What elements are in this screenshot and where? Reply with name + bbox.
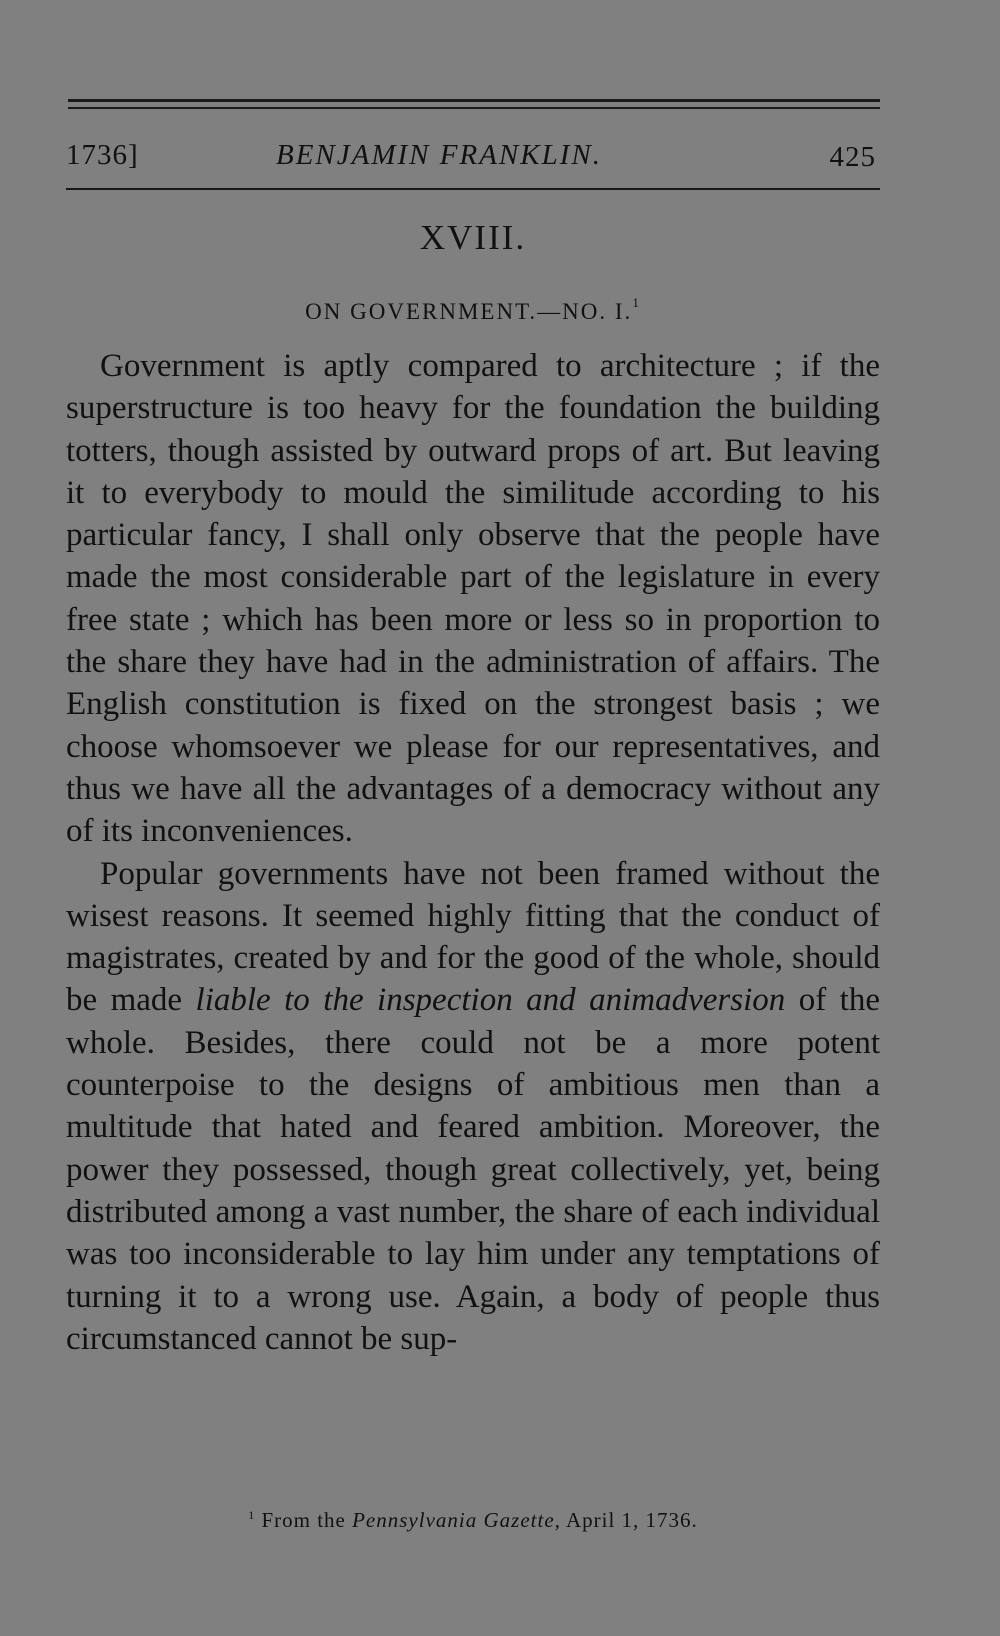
header-title: BENJAMIN FRANKLIN. (276, 139, 602, 171)
footnote-date: April 1, 1736. (560, 1508, 698, 1532)
footnote-source: Pennsylvania Gazette, (352, 1508, 561, 1532)
header-year: 1736] (66, 139, 139, 171)
section-title (0, 289, 946, 326)
paragraph-2-text-end: of the whole. Besides, there could not be a more potent counterpoise to the designs of ambitious men than a multitude that hated and feared ambition. Moreover, the power they possessed, though great collectively, yet, being distributed among a vast number, the share of each individual was too inconsiderable to lay him under any temptations of turning it to a wrong use. Again, a body of people thus circumstanced cannot be sup- (66, 982, 880, 1357)
header-rule (66, 188, 880, 190)
footnote (0, 1502, 946, 1533)
top-rule-thick (68, 99, 880, 102)
footnote-prefix: From the (261, 1508, 353, 1532)
page-number: 425 (829, 141, 876, 173)
section-title-text: ON GOVERNMENT.—NO. I. (305, 299, 633, 324)
body-text (66, 345, 880, 1360)
paragraph-1 (66, 345, 880, 853)
footnote-reference: 1 (632, 295, 641, 310)
paragraph-2 (66, 853, 880, 1361)
chapter-number: XVIII. (419, 218, 527, 257)
paragraph-2-italic: liable to the inspection and animadversion (195, 982, 786, 1019)
paragraph-2-text-start: Popular governments have not been framed without the wisest reasons. It seemed highly fitting that the conduct of magistrates, created by and for the good of the whole, should be made (66, 855, 880, 1019)
footnote-marker: 1 (248, 1508, 256, 1522)
paragraph-1-text: Government is aptly compared to architecture ; if the superstructure is too heavy for the foundation the building totters, though assisted by outward props of art. But leaving it to everybody to mould the similitude according to his particular fancy, I shall only observe that the people have made the most considerable part of the legislature in every free state ; which has been more or less so in proportion to the share they have had in the administration of affairs. The English constitution is fixed on the strongest basis ; we choose whomsoever we please for our representatives, and thus we have all the advantages of a democracy without any of its inconveniences. (66, 348, 880, 850)
top-rule-thin (68, 107, 880, 109)
running-header (66, 138, 880, 172)
